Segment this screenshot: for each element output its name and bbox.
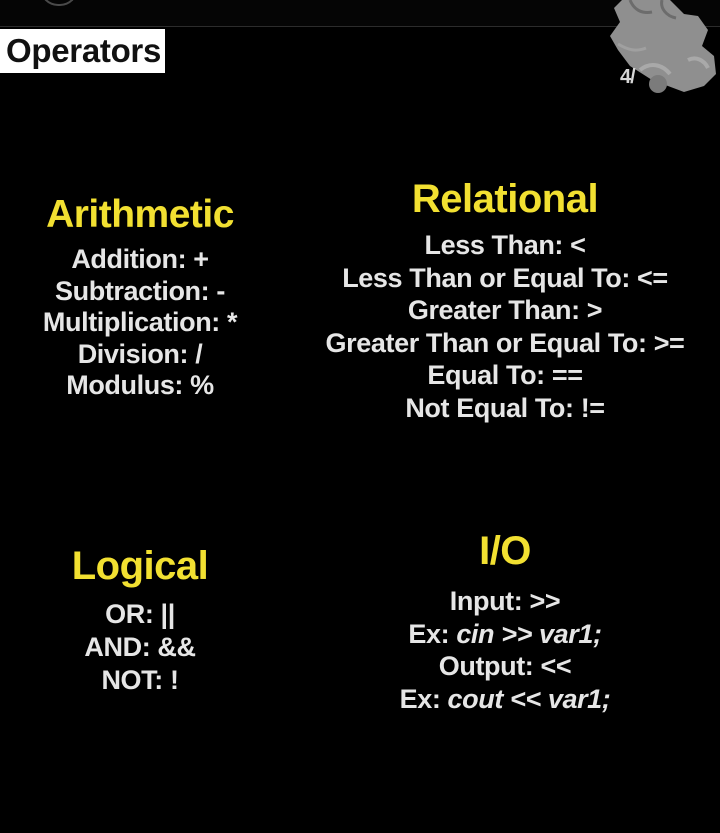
io-section xyxy=(360,531,650,715)
arithmetic-section xyxy=(20,195,260,402)
arithmetic-item: Division: / xyxy=(77,338,203,369)
io-input-example xyxy=(360,618,650,651)
relational-item: Greater Than: > xyxy=(407,295,603,325)
relational-heading: Relational xyxy=(411,177,599,221)
io-heading: I/O xyxy=(479,529,531,573)
example-code: cin >> var1; xyxy=(456,618,602,649)
relational-item: Not Equal To: != xyxy=(405,392,605,423)
arithmetic-heading: Arithmetic xyxy=(46,193,234,236)
logical-section xyxy=(40,546,240,697)
page-indicator: 4/ xyxy=(620,66,635,88)
example-prefix: Ex: xyxy=(399,683,448,714)
relational-item: Less Than: < xyxy=(424,230,586,260)
example-prefix: Ex: xyxy=(408,618,457,649)
logical-item: OR: || xyxy=(105,599,175,629)
arithmetic-item: Multiplication: * xyxy=(42,307,238,337)
relational-item: Equal To: == xyxy=(427,360,583,390)
avatar-ring-icon xyxy=(40,0,78,6)
arithmetic-item: Subtraction: - xyxy=(55,275,225,306)
logical-item: AND: && xyxy=(84,632,196,662)
example-code: cout << var1; xyxy=(447,683,611,714)
io-input-item: Input: >> xyxy=(449,586,561,616)
relational-item: Greater Than or Equal To: >= xyxy=(325,327,685,358)
page-title: Operators xyxy=(0,29,165,73)
logical-heading: Logical xyxy=(71,544,209,588)
relational-item: Less Than or Equal To: <= xyxy=(342,262,668,293)
io-output-item: Output: << xyxy=(438,651,572,681)
logical-item: NOT: ! xyxy=(101,665,179,695)
io-output-example xyxy=(360,683,650,716)
arithmetic-item: Modulus: % xyxy=(66,370,214,400)
arithmetic-item: Addition: + xyxy=(71,244,209,274)
cat-sticker-icon xyxy=(600,0,720,104)
relational-section xyxy=(296,179,714,424)
